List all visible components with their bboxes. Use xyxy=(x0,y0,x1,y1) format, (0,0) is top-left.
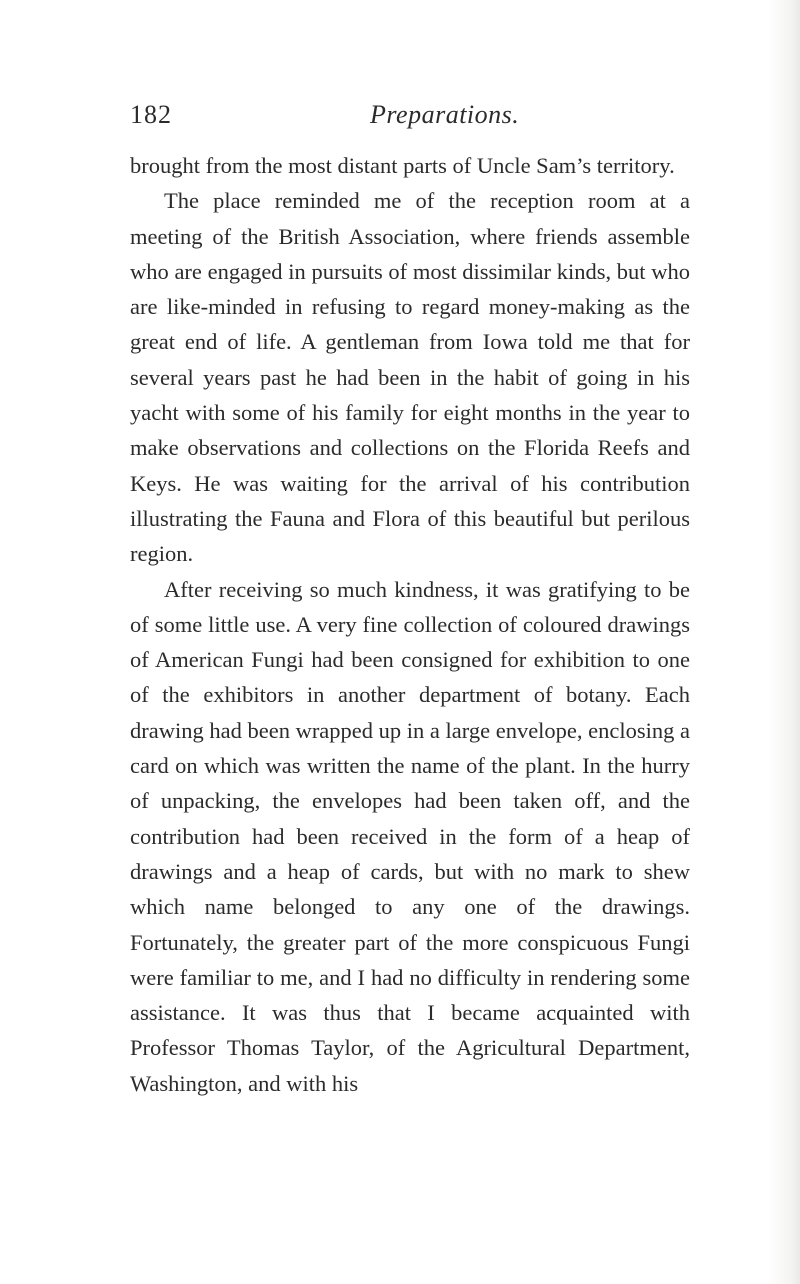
paragraph-continued: brought from the most distant parts of Uncle Sam’s territory. xyxy=(130,153,675,178)
running-head: Preparations. xyxy=(370,100,520,129)
page-number: 182 xyxy=(130,100,172,129)
body-text xyxy=(130,148,690,1101)
page-header xyxy=(130,100,690,132)
paragraph-american-fungi: After receiving so much kindness, it was gratifying to be of some little use. A very fine collection of coloured drawings of American Fungi had been consigned for exhibition to one of the exhibitors in another department of botany. Each drawing had been wrapped up in a large envelope, enclosing a card on which was written the name of the plant. In the hurry of unpacking, the envelopes had been taken off, and the contribution had been received in the form of a heap of drawings and a heap of cards, but with no mark to shew which name belonged to any one of the drawings. Fortunately, the greater part of the more conspicuous Fungi were familiar to me, and I had no difficulty in rendering some assistance. It was thus that I became acquainted with Professor Thomas Taylor, of the Agricultural Department, Washington, and with his xyxy=(130,576,691,1096)
paragraph-british-association: The place reminded me of the reception room at a meeting of the British Association, where friends assemble who are engaged in pursuits of most dissimilar kinds, but who are like-minded in refusing to regard money-making as the great end of life. A gentleman from Iowa told me that for several years past he had been in the habit of going in his yacht with some of his family for eight months in the year to make observations and collections on the Florida Reefs and Keys. He was waiting for the arrival of his contribution illustrating the Fauna and Flora of this beautiful but perilous region. xyxy=(130,188,690,567)
